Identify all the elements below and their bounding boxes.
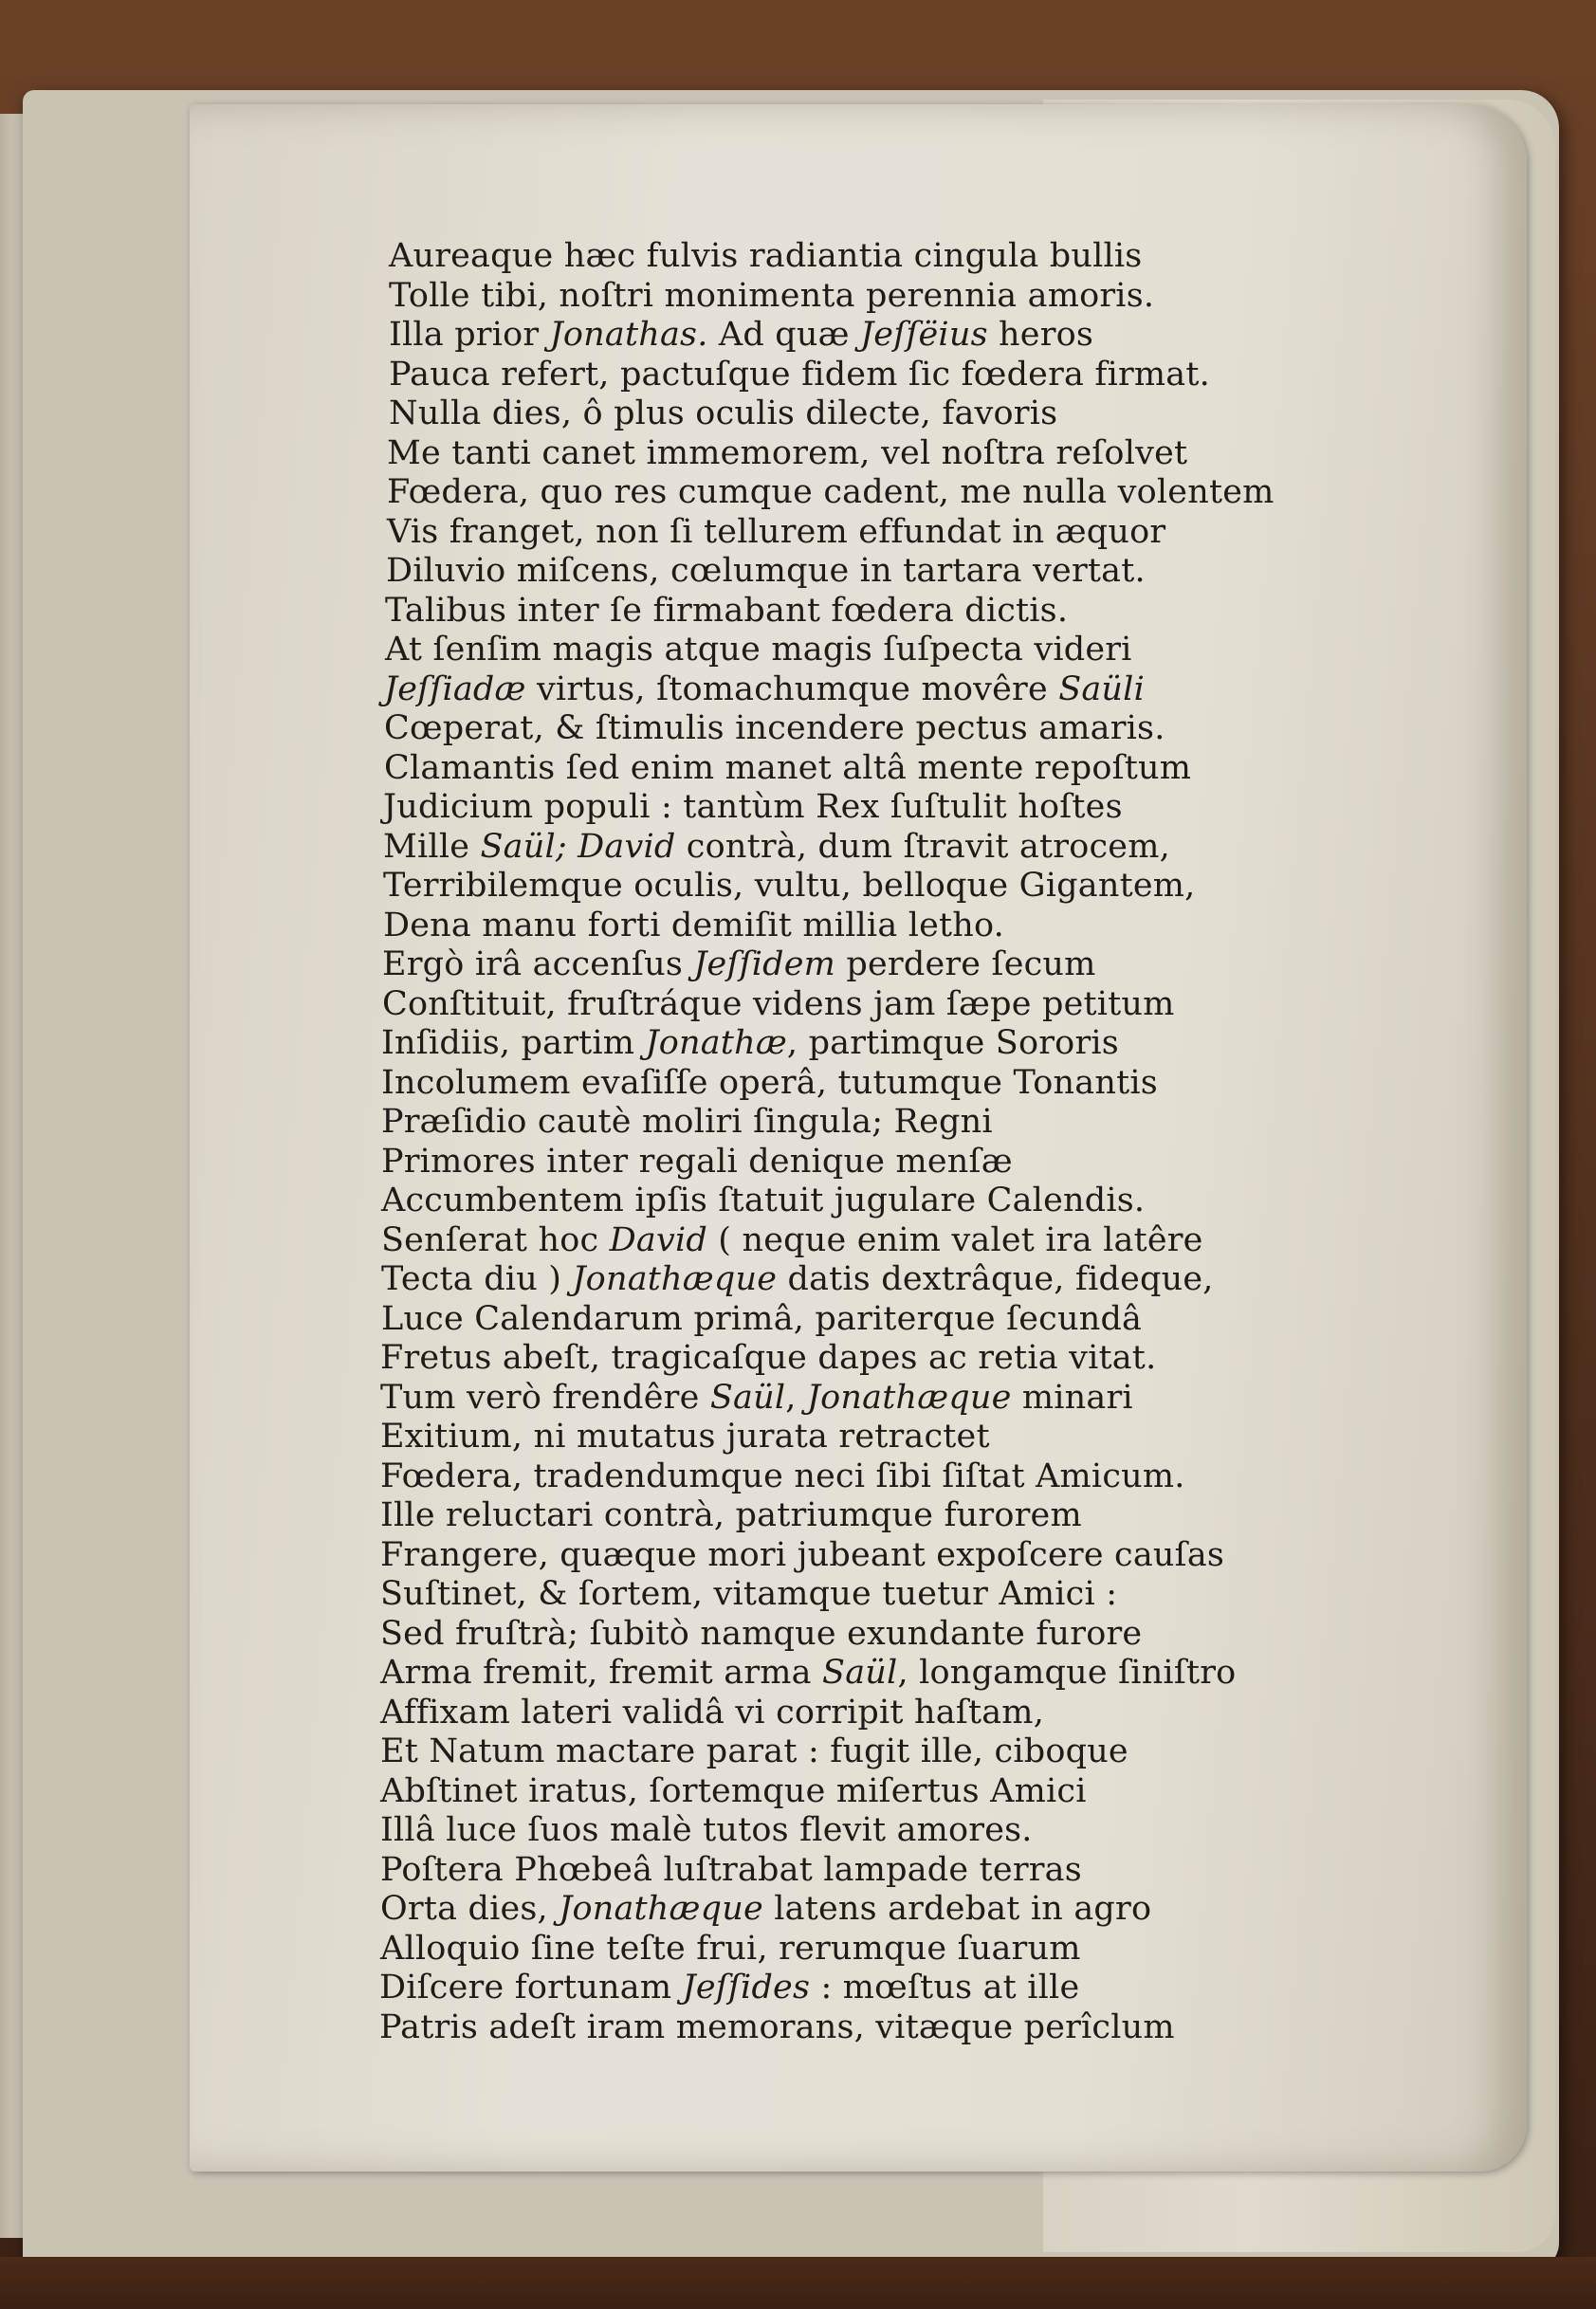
poem-text-block: [379, 237, 1460, 2047]
poem-line: Vis franget, non ſi tellurem effundat in æquor: [387, 512, 1166, 551]
poem-line: Cœperat, & ſtimulis incendere pectus amaris.: [384, 709, 1165, 747]
poem-line: Exitium, ni mutatus jurata retractet: [380, 1418, 990, 1456]
poem-line: Incolumem evaſiſſe operâ, tutumque Tonantis: [381, 1063, 1158, 1102]
poem-line: Ille reluctari contrà, patriumque furorem: [380, 1496, 1082, 1534]
poem-line: Alloquio ſine teſte frui, rerumque ſuarum: [380, 1929, 1081, 1968]
poem-line: Pauca refert, pactuſque fidem ſic fœdera firmat.: [389, 355, 1210, 394]
poem-line: Mille Saül; David contrà, dum ſtravit atrocem,: [383, 827, 1170, 866]
poem-line: Fœdera, quo res cumque cadent, me nulla volentem: [387, 473, 1275, 511]
poem-line: Aureaque hæc fulvis radiantia cingula bullis: [389, 237, 1143, 275]
wooden-table-edge: [0, 2257, 1596, 2309]
poem-line: At ſenſim magis atque magis ſuſpecta videri: [385, 631, 1132, 669]
poem-line: Dena manu forti demiſit millia letho.: [383, 906, 1005, 944]
poem-line: Suſtinet, & ſortem, vitamque tuetur Amici :: [380, 1575, 1118, 1613]
poem-line: Tolle tibi, noſtri monimenta perennia amoris.: [389, 276, 1155, 315]
poem-line: Sed fruſtrà; ſubitò namque exundante furore: [380, 1614, 1143, 1653]
poem-line: Diſcere fortunam Jeſſides : mœſtus at ille: [379, 1969, 1080, 2007]
poem-line: Tecta diu ) Jonathæque datis dextrâque, fideque,: [381, 1260, 1214, 1298]
poem-line: Luce Calendarum primâ, pariterque ſecundâ: [381, 1299, 1143, 1338]
poem-line: Clamantis ſed enim manet altâ mente repoſtum: [384, 748, 1192, 787]
book-page: [190, 104, 1527, 2172]
poem-line: Poſtera Phœbeâ luſtrabat lampade terras: [380, 1850, 1082, 1889]
poem-line: Jeſſiadæ virtus, ſtomachumque movêre Saüli: [384, 669, 1145, 708]
poem-line: Nulla dies, ô plus oculis dilecte, favoris: [389, 394, 1058, 432]
poem-line: Accumbentem ipſis ſtatuit jugulare Calendis.: [381, 1182, 1146, 1219]
poem-line: Præſidio cautè moliri ſingula; Regni: [381, 1103, 993, 1141]
poem-line: Abſtinet iratus, ſortemque miſertus Amici: [380, 1771, 1087, 1810]
poem-line: Fœdera, tradendumque neci ſibi ſiſtat Amicum.: [380, 1457, 1185, 1495]
poem-line: Talibus inter ſe firmabant fœdera dictis.: [385, 591, 1069, 630]
poem-line: Illâ luce ſuos malè tutos flevit amores.: [380, 1811, 1033, 1849]
poem-line: Terribilemque oculis, vultu, belloque Gigantem,: [383, 867, 1196, 905]
poem-line: Inſidiis, partim Jonathæ, partimque Sororis: [381, 1024, 1119, 1062]
poem-line: Illa prior Jonathas. Ad quæ Jeſſëius heros: [389, 316, 1094, 354]
poem-line: Diluvio miſcens, cœlumque in tartara vertat.: [386, 552, 1146, 590]
poem-line: Frangere, quæque mori jubeant expoſcere cauſas: [380, 1535, 1225, 1574]
poem-line: Arma fremit, fremit arma Saül, longamque ſiniſtro: [380, 1654, 1237, 1692]
poem-line: Tum verò frendêre Saül, Jonathæque minari: [380, 1378, 1133, 1417]
poem-line: Senſerat hoc David ( neque enim valet ira latêre: [381, 1220, 1203, 1259]
poem-line: Me tanti canet immemorem, vel noſtra reſolvet: [387, 433, 1188, 472]
poem-line: Judicium populi : tantùm Rex ſuſtulit hoſtes: [383, 788, 1123, 826]
poem-line: Fretus abeſt, tragicaſque dapes ac retia vitat.: [380, 1339, 1157, 1377]
poem-line: Affixam lateri validâ vi corripit haſtam,: [380, 1693, 1045, 1732]
poem-line: Orta dies, Jonathæque latens ardebat in agro: [380, 1890, 1152, 1928]
poem-line: Primores inter regali denique menſæ: [381, 1142, 1013, 1181]
poem-line: Patris adeſt iram memorans, vitæque perîclum: [379, 2007, 1175, 2046]
poem-line: Conſtituit, fruſtráque videns jam ſæpe petitum: [382, 984, 1175, 1023]
poem-line: Ergò irâ accenſus Jeſſidem perdere ſecum: [382, 945, 1096, 983]
poem-line: Et Natum mactare parat : fugit ille, ciboque: [380, 1732, 1128, 1770]
